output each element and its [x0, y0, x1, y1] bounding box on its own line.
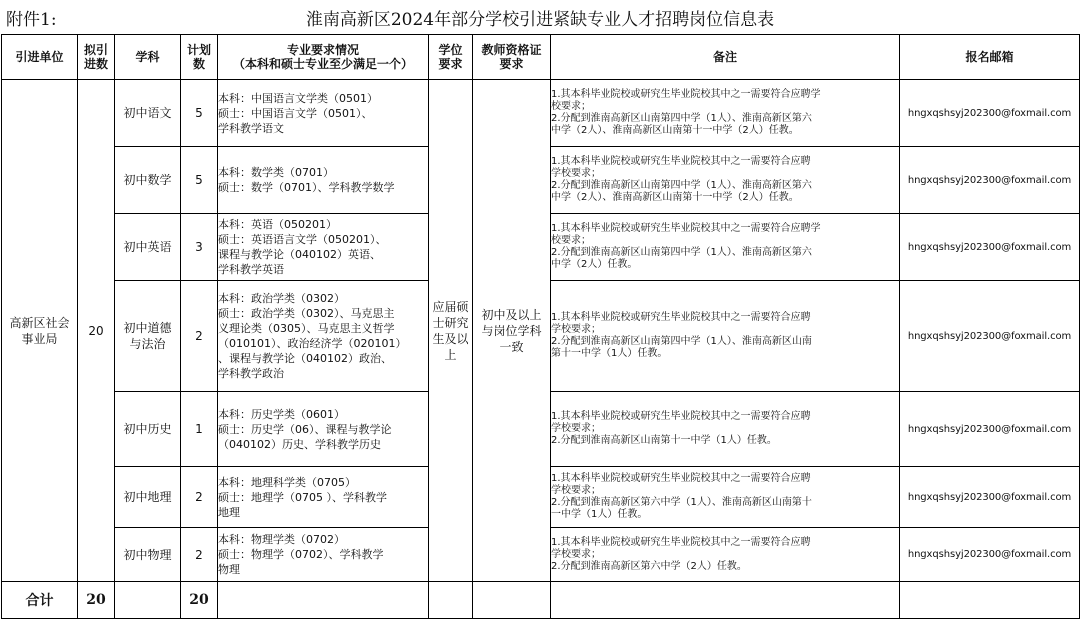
col-plan: 计划 数	[181, 35, 218, 80]
planned-count-cell: 20	[78, 80, 115, 582]
subject-cell: 初中物理	[115, 528, 181, 582]
degree-cell: 应届硕 士研究 生及以 上	[429, 80, 473, 582]
email-cell: hngxqshsyj202300@foxmail.com	[900, 467, 1080, 528]
plan-cell: 2	[181, 281, 218, 392]
total-empty-cell	[429, 582, 473, 619]
document-title: 淮南高新区2024年部分学校引进紧缺专业人才招聘岗位信息表	[305, 10, 775, 30]
total-planned: 20	[78, 582, 115, 619]
total-empty-cell	[218, 582, 429, 619]
remarks-cell: 1.其本科毕业院校或研究生毕业院校其中之一需要符合应聘 学校要求； 2.分配到淮南高新区第六中学（1人）、淮南高新区山南第十 一中学（1人）任教。	[551, 467, 900, 528]
title-row	[0, 0, 1080, 34]
cert-cell: 初中及以上 与岗位学科 一致	[473, 80, 551, 582]
remarks-cell: 1.其本科毕业院校或研究生毕业院校其中之一需要符合应聘 学校要求； 2.分配到淮南高新区山南第四中学（1人）、淮南高新区山南 第十一中学（1人）任教。	[551, 281, 900, 392]
remarks-cell: 1.其本科毕业院校或研究生毕业院校其中之一需要符合应聘 学校要求； 2.分配到淮南高新区山南第十一中学（1人）任教。	[551, 392, 900, 467]
major-cell: 本科：英语（050201） 硕士：英语语言文学（050201）、 课程与教学论（040102）英语、 学科教学英语	[218, 214, 429, 281]
email-cell: hngxqshsyj202300@foxmail.com	[900, 392, 1080, 467]
col-degree: 学位 要求	[429, 35, 473, 80]
total-empty-cell	[551, 582, 900, 619]
email-cell: hngxqshsyj202300@foxmail.com	[900, 214, 1080, 281]
subject-cell: 初中地理	[115, 467, 181, 528]
total-empty-cell	[115, 582, 181, 619]
remarks-cell: 1.其本科毕业院校或研究生毕业院校其中之一需要符合应聘 学校要求； 2.分配到淮南高新区第六中学（2人）任教。	[551, 528, 900, 582]
total-empty-cell	[900, 582, 1080, 619]
subject-cell: 初中数学	[115, 147, 181, 214]
attachment-label: 附件1:	[6, 10, 57, 30]
total-empty-cell	[473, 582, 551, 619]
col-planned: 拟引 进数	[78, 35, 115, 80]
email-cell: hngxqshsyj202300@foxmail.com	[900, 281, 1080, 392]
total-row	[2, 582, 1080, 619]
subject-cell: 初中道德 与法治	[115, 281, 181, 392]
subject-cell: 初中英语	[115, 214, 181, 281]
col-remarks: 备注	[551, 35, 900, 80]
col-cert: 教师资格证 要求	[473, 35, 551, 80]
total-label: 合计	[2, 582, 78, 619]
plan-cell: 5	[181, 147, 218, 214]
remarks-cell: 1.其本科毕业院校或研究生毕业院校其中之一需要符合应聘学 校要求； 2.分配到淮南高新区山南第四中学（1人）、淮南高新区第六 中学（2人）、淮南高新区山南第十一中学（2人）任教。	[551, 80, 900, 147]
header-row	[2, 35, 1080, 80]
plan-cell: 2	[181, 528, 218, 582]
table-row	[2, 80, 1080, 147]
major-cell: 本科：中国语言文学类（0501） 硕士：中国语言文学（0501）、 学科教学语文	[218, 80, 429, 147]
major-cell: 本科：历史学类（0601） 硕士：历史学（06）、课程与教学论 （040102）历史、学科教学历史	[218, 392, 429, 467]
remarks-cell: 1.其本科毕业院校或研究生毕业院校其中之一需要符合应聘学 校要求； 2.分配到淮南高新区山南第四中学（1人）、淮南高新区第六 中学（2人）任教。	[551, 214, 900, 281]
email-cell: hngxqshsyj202300@foxmail.com	[900, 528, 1080, 582]
email-cell: hngxqshsyj202300@foxmail.com	[900, 147, 1080, 214]
recruitment-table	[1, 34, 1080, 619]
plan-cell: 5	[181, 80, 218, 147]
col-subject: 学科	[115, 35, 181, 80]
subject-cell: 初中语文	[115, 80, 181, 147]
unit-cell: 高新区社会 事业局	[2, 80, 78, 582]
major-cell: 本科：政治学类（0302） 硕士：政治学类（0302）、马克思主 义理论类（0305）、马克思主义哲学 （010101）、政治经济学（020101） 、课程与教学论（040102）政治、 学科教学政治	[218, 281, 429, 392]
plan-cell: 3	[181, 214, 218, 281]
major-cell: 本科：数学类（0701） 硕士：数学（0701）、学科教学数学	[218, 147, 429, 214]
major-cell: 本科：地理科学类（0705） 硕士：地理学（0705 ）、学科教学 地理	[218, 467, 429, 528]
col-unit: 引进单位	[2, 35, 78, 80]
plan-cell: 1	[181, 392, 218, 467]
subject-cell: 初中历史	[115, 392, 181, 467]
major-cell: 本科：物理学类（0702） 硕士：物理学（0702）、学科教学 物理	[218, 528, 429, 582]
col-major: 专业要求情况 （本科和硕士专业至少满足一个）	[218, 35, 429, 80]
plan-cell: 2	[181, 467, 218, 528]
total-plan: 20	[181, 582, 218, 619]
col-email: 报名邮箱	[900, 35, 1080, 80]
email-cell: hngxqshsyj202300@foxmail.com	[900, 80, 1080, 147]
remarks-cell: 1.其本科毕业院校或研究生毕业院校其中之一需要符合应聘 学校要求； 2.分配到淮南高新区山南第四中学（1人）、淮南高新区第六 中学（2人）、淮南高新区山南第十一中学（2人）任教。	[551, 147, 900, 214]
